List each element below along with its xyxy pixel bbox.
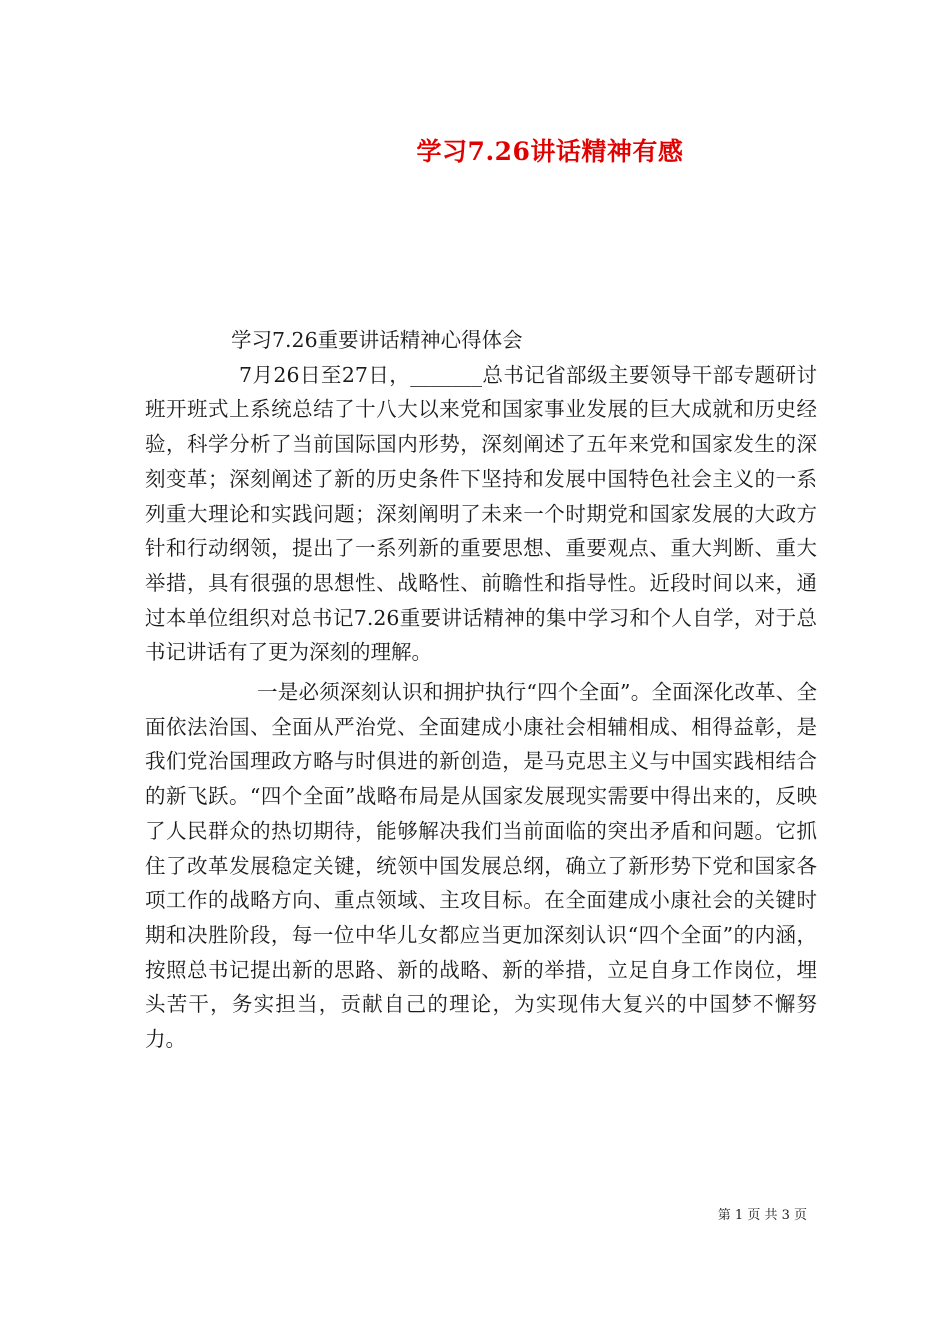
- document-body: [145, 323, 817, 1057]
- paragraph: 一是必须深刻认识和拥护执行“四个全面”。全面深化改革、全面依法治国、全面从严治党、全面建成小康社会相辅相成、相得益彰，是我们党治国理政方略与时俱进的新创造，是马克思主义与中国实践相结合的新飞跃。“四个全面”战略布局是从国家发展现实需要中得出来的，反映了人民群众的热切期待，能够解决我们当前面临的突出矛盾和问题。它抓住了改革发展稳定关键，统领中国发展总纲，确立了新形势下党和国家各项工作的战略方向、重点领域、主攻目标。在全面建成小康社会的关键时期和决胜阶段，每一位中华儿女都应当更加深刻认识“四个全面”的内涵，按照总书记提出新的思路、新的战略、新的举措，立足自身工作岗位，埋头苦干，务实担当，贡献自己的理论，为实现伟大复兴的中国梦不懈努力。: [145, 680, 817, 1052]
- paragraph: 7月26日至27日，_______总书记省部级主要领导干部专题研讨班开班式上系统总结了十八大以来党和国家事业发展的巨大成就和历史经验，科学分析了当前国际国内形势，深刻阐述了五年来党和国家发生的深刻变革；深刻阐述了新的历史条件下坚持和发展中国特色社会主义的一系列重大理论和实践问题；深刻阐明了未来一个时期党和国家发展的大政方针和行动纲领，提出了一系列新的重要思想、重要观点、重大判断、重大举措，具有很强的思想性、战略性、前瞻性和指导性。近段时间以来，通过本单位组织对总书记7.26重要讲话精神的集中学习和个人自学，对于总书记讲话有了更为深刻的理解。: [145, 362, 817, 665]
- document-subtitle: 学习7.26重要讲话精神心得体会: [231, 328, 523, 352]
- page-number: 第 1 页 共 3 页: [717, 1208, 807, 1223]
- document-title: 学习7.26讲话精神有感: [416, 137, 684, 166]
